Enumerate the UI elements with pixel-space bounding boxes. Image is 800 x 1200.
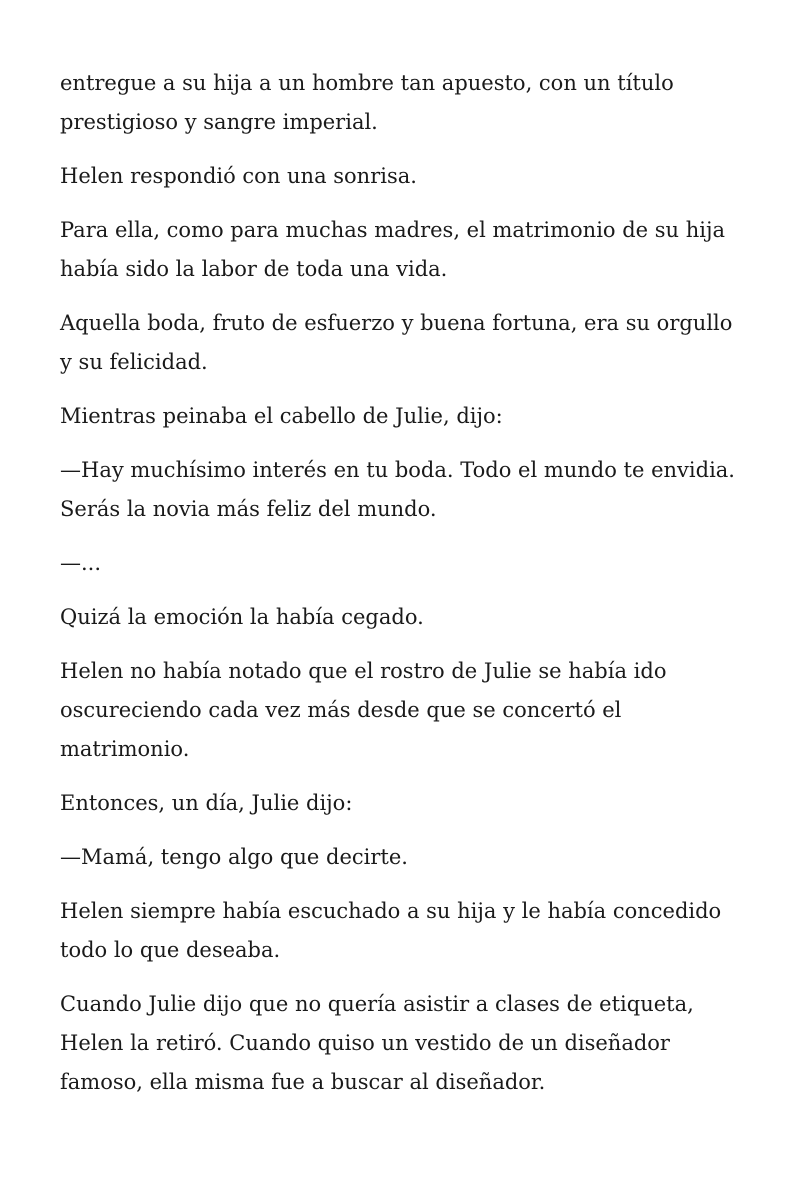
paragraph: Quizá la emoción la había cegado. xyxy=(60,605,424,629)
paragraph: —Hay muchísimo interés en tu boda. Todo el mundo te envidia. Serás la novia más feliz del mundo. xyxy=(60,458,735,521)
paragraph: Para ella, como para muchas madres, el matrimonio de su hija había sido la labor de toda una vida. xyxy=(60,218,726,281)
paragraph: Helen siempre había escuchado a su hija y le había concedido todo lo que deseaba. xyxy=(60,899,722,962)
paragraph: Mientras peinaba el cabello de Julie, dijo: xyxy=(60,404,503,428)
paragraph: entregue a su hija a un hombre tan apuesto, con un título prestigioso y sangre imperial. xyxy=(60,71,674,134)
paragraph: Entonces, un día, Julie dijo: xyxy=(60,791,353,815)
paragraph: Aquella boda, fruto de esfuerzo y buena fortuna, era su orgullo y su felicidad. xyxy=(60,311,733,374)
paragraph: —Mamá, tengo algo que decirte. xyxy=(60,845,408,869)
paragraph: Cuando Julie dijo que no quería asistir a clases de etiqueta, Helen la retiró. Cuando quiso un vestido de un diseñador famoso, ella misma fue a buscar al diseñador. xyxy=(60,992,694,1094)
paragraph: Helen respondió con una sonrisa. xyxy=(60,164,417,188)
paragraph: —... xyxy=(60,551,102,575)
paragraph: Helen no había notado que el rostro de Julie se había ido oscureciendo cada vez más desde que se concertó el matrimonio. xyxy=(60,659,667,761)
